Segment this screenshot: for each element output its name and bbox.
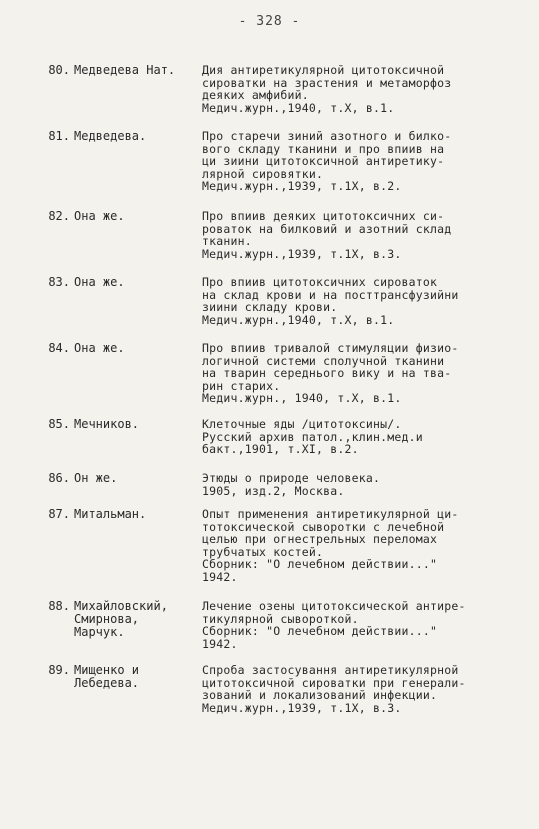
entry-description: Про старечи зиний азотного и билко- вого складу тканини и про впиив на ци зиини цитотоксичной антиретику- лярной сировятки. Медич.журн.,1939, т.1Х, в.2. — [202, 129, 452, 193]
entry-description: Спроба застосування антиретикулярной цитотоксичной сироватки при генерали- зований и локализований инфекции. Медич.журн.,1939, т.1Х, в.3. — [202, 663, 466, 715]
entry-author: Мищенко и Лебедева. — [74, 663, 140, 690]
entry-number: 86. — [48, 471, 70, 485]
entry-author: Медведева Нат. — [74, 63, 176, 77]
entry-description: Про впиив деяких цитотоксичних си- роваток на билковий и азотний склад тканин. Медич.журн.,1939, т.1Х, в.3. — [202, 209, 452, 261]
entry-description: Клеточные яды /цитотоксины/. Русский архив патол.,клин.мед.и бакт.,1901, т.XI, в.2. — [202, 417, 423, 456]
entry-number: 82. — [48, 209, 70, 223]
entry-number: 84. — [48, 341, 70, 355]
entry-description: Лечение озены цитотоксической антире- тикулярной сывороткой. Сборник: "О лечебном действии..." 1942. — [202, 599, 466, 651]
entry-author: Она же. — [74, 209, 125, 223]
entry-author: Михайловский, Смирнова, Марчук. — [74, 599, 168, 639]
entry-number: 89. — [48, 663, 70, 677]
entry-description: Дия антиретикулярной цитотоксичной сироватки на зрастения и метаморфоз деяких амфибий. Медич.журн.,1940, т.Х, в.1. — [202, 63, 452, 115]
entry-author: Он же. — [74, 471, 118, 485]
entry-author: Мечников. — [74, 417, 140, 431]
entry-description: Опыт применения антиретикулярной ци- тотоксической сыворотки с лечебной целью при огнестрельных переломах трубчатых костей. Сборник: "О лечебном действии..." 1942. — [202, 507, 459, 584]
entry-description: Этюды о природе человека. 1905, изд.2, Москва. — [202, 471, 381, 498]
entry-author: Она же. — [74, 275, 125, 289]
entry-author: Митальман. — [74, 507, 147, 521]
entry-number: 80. — [48, 63, 70, 77]
entry-number: 87. — [48, 507, 70, 521]
entry-number: 88. — [48, 599, 70, 613]
entry-number: 81. — [48, 129, 70, 143]
entry-description: Про впиив цитотоксичних сироваток на склад крови и на посттрансфузийни зиини складу крови. Медич.журн.,1940, т.Х, в.1. — [202, 275, 459, 327]
entry-number: 83. — [48, 275, 70, 289]
entry-author: Медведева. — [74, 129, 147, 143]
page-number: - 328 - — [238, 14, 301, 29]
entry-description: Про впиив тривалой стимуляции физио- логичной системи сполучной тканини на тварин середнього вику и на тва- рин старих. Медич.журн., 1940, т.Х, в.1. — [202, 341, 459, 405]
entry-number: 85. — [48, 417, 70, 431]
entry-author: Она же. — [74, 341, 125, 355]
